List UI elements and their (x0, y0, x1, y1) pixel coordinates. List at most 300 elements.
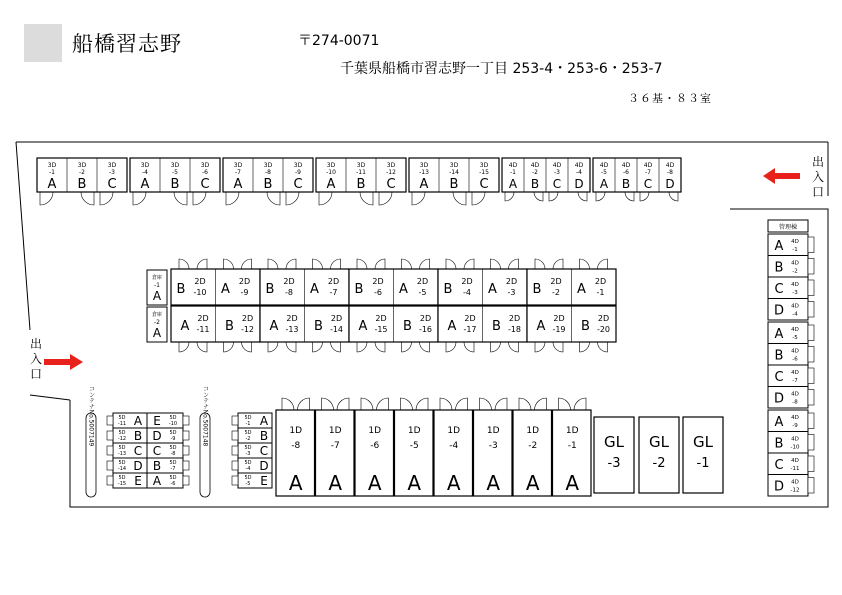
bottom-1d-row (276, 398, 591, 496)
unit-type: 3D (77, 162, 87, 169)
door-icon (107, 461, 113, 470)
unit-type: 4D (791, 239, 799, 245)
unit-number: -1 (510, 169, 516, 176)
unit-type: 2D (372, 277, 384, 286)
door-icon (808, 390, 814, 406)
door-icon (808, 368, 814, 384)
unit-type: 2D (327, 277, 340, 286)
unit-type: 1D (565, 426, 579, 436)
door-swing-icon (669, 192, 678, 201)
door-swing-icon (357, 342, 367, 352)
unit-number: -4 (576, 169, 582, 176)
unit-type: 3D (326, 162, 336, 169)
door-swing-icon (357, 259, 367, 269)
door-swing-icon (224, 342, 234, 352)
unit-letter: A (407, 471, 422, 495)
unit-type: 5D (169, 475, 177, 481)
unit-number: -11 (196, 325, 210, 334)
unit-number: -2 (532, 169, 538, 176)
unit-letter: B (176, 282, 186, 297)
unit-letter: A (599, 177, 609, 191)
unit-letter: B (492, 319, 501, 334)
unit-type: 2D (553, 314, 565, 323)
unit-letter: B (443, 282, 453, 297)
door-swing-icon (361, 398, 373, 410)
unit-letter: A (288, 471, 303, 495)
unit-number: -3 (792, 290, 798, 296)
door-swing-icon (174, 192, 187, 205)
unit-letter: D (574, 177, 584, 191)
storage-letter: A (152, 289, 162, 303)
door-swing-icon (420, 259, 430, 269)
door-swing-icon (242, 342, 252, 352)
unit-number: -6 (370, 441, 380, 451)
door-icon (808, 478, 814, 494)
unit-type: 4D (791, 282, 799, 288)
door-swing-icon (179, 342, 189, 352)
door-swing-icon (598, 259, 608, 269)
unit-letter: E (153, 414, 161, 428)
unit-type: 1D (289, 426, 303, 436)
unit-number: -13 (419, 169, 429, 176)
unit-number: -7 (170, 466, 176, 472)
door-icon (808, 435, 814, 451)
unit-type: 3D (107, 162, 117, 169)
unit-type: 2D (597, 314, 610, 323)
unit-letter: A (419, 177, 429, 192)
unit-type: 5D (118, 460, 126, 466)
unit-number: -7 (645, 169, 651, 176)
unit-type: 4D (530, 162, 540, 169)
unit-type: 1D (486, 426, 500, 436)
door-icon (183, 416, 189, 425)
unit-type: 5D (169, 460, 177, 466)
unit-type: 2D (330, 314, 343, 323)
unit-letter: B (774, 260, 784, 276)
unit-letter: B (259, 429, 269, 443)
unit-type: 5D (118, 475, 126, 481)
door-swing-icon (360, 192, 373, 205)
door-swing-icon (331, 259, 341, 269)
middle-block (147, 259, 616, 352)
unit-number: -5 (409, 441, 419, 451)
door-swing-icon (401, 398, 413, 410)
door-swing-icon (580, 342, 590, 352)
storage-type: 倉庫 (151, 312, 163, 318)
unit-type: 4D (552, 162, 562, 169)
admin-building-label: 管理棟 (778, 224, 798, 231)
unit-letter: A (488, 282, 497, 297)
unit-number: -4 (792, 311, 798, 318)
unit-number: -7 (329, 288, 338, 297)
unit-letter: E (260, 474, 268, 488)
unit-type: 4D (599, 162, 609, 169)
door-swing-icon (197, 259, 207, 269)
unit-letter: A (233, 177, 243, 192)
site-boundary-left-lower (30, 395, 70, 400)
unit-letter: A (140, 177, 150, 192)
site-name: 船橋習志野 (72, 32, 182, 56)
door-swing-icon (509, 259, 519, 269)
unit-number: -7 (792, 378, 798, 384)
unit-type: 5D (169, 415, 177, 421)
unit-number: -14 (329, 325, 344, 334)
entrance-left (30, 336, 83, 381)
door-swing-icon (491, 259, 501, 269)
unit-type: 3D (200, 162, 210, 169)
unit-type: 2D (464, 314, 476, 323)
unit-letter: A (326, 177, 336, 192)
unit-letter: C (200, 177, 210, 192)
container-number-label: コンテナNo.5007149 (87, 385, 95, 447)
unit-type: 2D (194, 277, 206, 286)
door-swing-icon (337, 398, 349, 410)
unit-type: 5D (244, 430, 252, 436)
unit-number: -17 (463, 325, 477, 334)
unit-type: 5D (244, 415, 252, 421)
unit-type: 3D (47, 162, 57, 169)
door-swing-icon (286, 192, 299, 205)
unit-type: 5D (118, 445, 126, 451)
door-swing-icon (375, 259, 385, 269)
unit-letter: A (221, 282, 230, 297)
door-swing-icon (456, 398, 468, 410)
entrance-right-label-1: 出 (811, 155, 825, 169)
unit-number: -16 (418, 325, 433, 334)
unit-number: -2 (79, 169, 85, 176)
door-icon (183, 431, 189, 440)
unit-type: 3D (356, 162, 366, 169)
unit-number: -6 (792, 356, 798, 363)
unit-letter: A (367, 471, 382, 495)
unit-type: 1D (328, 426, 342, 436)
door-swing-icon (319, 192, 332, 205)
unit-letter: B (356, 177, 366, 192)
unit-number: -20 (596, 325, 611, 334)
door-swing-icon (179, 259, 189, 269)
unit-type: 5D (169, 445, 177, 451)
unit-type: 1D (368, 426, 382, 436)
door-swing-icon (535, 342, 545, 352)
unit-type: 3D (263, 162, 273, 169)
unit-number: -10 (168, 421, 178, 427)
unit-letter: B (263, 177, 273, 192)
unit-letter: C (774, 458, 784, 473)
unit-letter: B (225, 319, 234, 334)
unit-type: 2D (197, 314, 209, 323)
unit-number: -5 (172, 169, 178, 176)
door-icon (808, 237, 814, 253)
garage-type: GL (649, 433, 669, 451)
unit-number: -7 (235, 169, 241, 176)
unit-letter: A (536, 319, 546, 334)
unit-type: 3D (140, 162, 150, 169)
door-swing-icon (402, 259, 412, 269)
unit-letter: A (152, 474, 162, 488)
door-swing-icon (519, 398, 531, 410)
unit-number: -18 (507, 325, 522, 334)
unit-number: -1 (596, 288, 605, 297)
unit-letter: B (403, 319, 412, 334)
unit-letter: A (508, 177, 518, 191)
postal-code: 〒274-0071 (298, 33, 380, 49)
unit-letter: D (773, 391, 785, 407)
unit-type: 2D (286, 314, 298, 323)
top-row-containers (37, 158, 681, 205)
unit-number: -6 (170, 481, 176, 487)
door-swing-icon (535, 259, 545, 269)
unit-number: -15 (374, 325, 388, 334)
door-swing-icon (193, 192, 206, 205)
unit-number: -8 (667, 169, 673, 176)
unit-letter: C (259, 444, 269, 458)
garage-number: -1 (696, 456, 710, 471)
unit-number: -8 (285, 288, 293, 297)
garage-number: -3 (607, 456, 621, 471)
unit-number: -4 (463, 288, 471, 297)
unit-number: -11 (117, 421, 127, 427)
unit-letter: B (133, 429, 143, 443)
unit-letter: B (354, 282, 364, 297)
unit-letter: C (107, 177, 117, 192)
door-swing-icon (377, 398, 389, 410)
unit-type: 5D (118, 415, 126, 421)
door-icon (107, 416, 113, 425)
storage-number: -1 (154, 282, 160, 289)
door-swing-icon (505, 192, 514, 201)
unit-number: -11 (356, 169, 366, 176)
unit-letter: C (133, 444, 143, 458)
door-swing-icon (464, 342, 474, 352)
unit-type: 2D (505, 277, 518, 286)
unit-letter: A (774, 415, 784, 430)
unit-letter: A (565, 471, 580, 495)
door-swing-icon (375, 342, 385, 352)
unit-letter: A (525, 471, 540, 495)
unit-type: 2D (594, 277, 607, 286)
unit-number: -3 (554, 169, 560, 176)
entrance-left-label-3: 口 (29, 367, 43, 381)
door-swing-icon (133, 192, 146, 205)
unit-number: -4 (245, 466, 251, 472)
door-swing-icon (331, 342, 341, 352)
unit-number: -3 (488, 441, 498, 451)
door-swing-icon (559, 398, 571, 410)
door-swing-icon (313, 259, 323, 269)
unit-letter: B (530, 177, 540, 191)
unit-type: 4D (791, 303, 799, 310)
unit-type: 4D (791, 348, 799, 355)
door-swing-icon (268, 259, 278, 269)
door-swing-icon (298, 398, 310, 410)
unit-type: 4D (621, 162, 631, 169)
unit-letter: B (314, 319, 323, 334)
door-swing-icon (197, 342, 207, 352)
door-swing-icon (464, 259, 474, 269)
unit-letter: A (399, 282, 408, 297)
unit-number: -12 (117, 436, 127, 442)
unit-number: -13 (285, 325, 299, 334)
door-swing-icon (446, 342, 456, 352)
storage-letter: A (152, 326, 162, 340)
door-icon (232, 416, 238, 425)
storage-number: -2 (154, 319, 160, 326)
unit-letter: A (180, 319, 190, 334)
unit-letter: B (774, 436, 784, 452)
unit-type: 3D (449, 162, 459, 169)
door-swing-icon (553, 342, 563, 352)
unit-type: 2D (241, 314, 254, 323)
unit-type: 4D (791, 479, 799, 486)
door-swing-icon (472, 192, 485, 205)
door-swing-icon (402, 342, 412, 352)
unit-letter: A (447, 319, 457, 334)
unit-number: -15 (117, 481, 127, 487)
unit-number: -7 (330, 441, 340, 451)
door-swing-icon (535, 398, 547, 410)
entrance-left-arrow-icon (44, 354, 83, 370)
door-swing-icon (580, 259, 590, 269)
unit-letter: C (293, 177, 303, 192)
door-swing-icon (640, 192, 649, 201)
unit-type: 1D (526, 426, 540, 436)
unit-number: -4 (142, 169, 148, 176)
garage-unit (683, 417, 723, 493)
unit-number: -6 (623, 169, 629, 176)
door-swing-icon (598, 342, 608, 352)
unit-type: 4D (791, 436, 799, 443)
door-swing-icon (453, 192, 466, 205)
door-icon (232, 476, 238, 485)
entrance-left-label-2: 入 (29, 352, 43, 366)
door-swing-icon (480, 398, 492, 410)
unit-letter: D (152, 429, 162, 443)
unit-type: 5D (169, 430, 177, 436)
unit-letter: A (577, 282, 586, 297)
unit-number: -1 (245, 421, 251, 427)
unit-number: -9 (295, 169, 301, 176)
door-swing-icon (596, 192, 605, 201)
unit-number: -3 (507, 288, 516, 297)
door-swing-icon (491, 342, 501, 352)
door-icon (183, 461, 189, 470)
entrance-right-label-3: 口 (811, 185, 825, 199)
unit-number: -2 (245, 436, 251, 442)
unit-number: -2 (552, 288, 560, 297)
unit-letter: D (773, 479, 785, 495)
door-swing-icon (322, 398, 334, 410)
site-boundary-left (16, 142, 30, 330)
unit-number: -9 (240, 288, 249, 297)
unit-letter: C (552, 177, 562, 191)
door-icon (183, 476, 189, 485)
unit-letter: A (259, 414, 269, 428)
unit-letter: B (77, 177, 87, 192)
unit-number: -19 (552, 325, 566, 334)
container-number-label: コンテナNo.5007148 (201, 385, 209, 447)
garage-type: GL (693, 433, 713, 451)
unit-type: 1D (447, 426, 461, 436)
unit-type: 4D (791, 391, 799, 398)
unit-letter: E (134, 474, 142, 488)
unit-letter: C (774, 282, 784, 297)
unit-letter: A (358, 319, 368, 334)
door-swing-icon (267, 192, 280, 205)
unit-number: -5 (601, 169, 607, 176)
right-column (768, 220, 814, 496)
unit-number: -5 (418, 288, 427, 297)
door-swing-icon (625, 192, 634, 201)
unit-letter: A (774, 327, 784, 342)
unit-type: 3D (170, 162, 180, 169)
unit-type: 3D (293, 162, 303, 169)
entrance-left-label-1: 出 (29, 337, 43, 351)
unit-number: -2 (792, 268, 798, 275)
unit-type: 5D (244, 475, 252, 481)
door-swing-icon (40, 192, 53, 205)
unit-letter: B (532, 282, 542, 297)
door-icon (107, 446, 113, 455)
unit-letter: A (486, 471, 501, 495)
unit-letter: D (773, 303, 785, 319)
unit-type: 3D (419, 162, 429, 169)
unit-number: -8 (792, 399, 798, 406)
unit-letter: D (665, 177, 675, 191)
unit-letter: C (152, 444, 162, 458)
unit-number: -1 (567, 441, 577, 451)
unit-number: -3 (109, 169, 115, 176)
door-swing-icon (268, 342, 278, 352)
door-swing-icon (495, 398, 507, 410)
garage-type: GL (604, 433, 624, 451)
unit-type: 4D (791, 370, 799, 376)
unit-letter: A (446, 471, 461, 495)
door-swing-icon (534, 192, 543, 201)
garage-row (594, 417, 723, 493)
door-icon (107, 476, 113, 485)
unit-letter: A (310, 282, 319, 297)
door-icon (232, 431, 238, 440)
unit-letter: C (774, 370, 784, 385)
door-swing-icon (446, 259, 456, 269)
unit-letter: B (152, 459, 162, 473)
unit-letter: A (133, 414, 143, 428)
door-swing-icon (286, 259, 296, 269)
unit-letter: A (328, 471, 343, 495)
door-swing-icon (578, 192, 587, 201)
unit-type: 1D (407, 426, 421, 436)
door-swing-icon (440, 398, 452, 410)
address: 千葉県船橋市習志野一丁目 253-4・253-6・253-7 (340, 61, 663, 77)
door-icon (232, 461, 238, 470)
unit-letter: B (449, 177, 459, 192)
unit-number: -14 (449, 169, 459, 176)
entrance-right-arrow-icon (763, 168, 800, 184)
door-icon (808, 302, 814, 318)
capacity-count: ３６基・８３室 (628, 92, 712, 105)
door-swing-icon (313, 342, 323, 352)
unit-type: 2D (508, 314, 521, 323)
unit-type: 3D (233, 162, 243, 169)
door-swing-icon (282, 398, 294, 410)
unit-number: -12 (790, 487, 800, 494)
unit-type: 2D (283, 277, 295, 286)
door-icon (107, 431, 113, 440)
unit-number: -8 (265, 169, 271, 176)
door-swing-icon (226, 192, 239, 205)
door-icon (808, 259, 814, 275)
unit-number: -9 (170, 436, 176, 442)
